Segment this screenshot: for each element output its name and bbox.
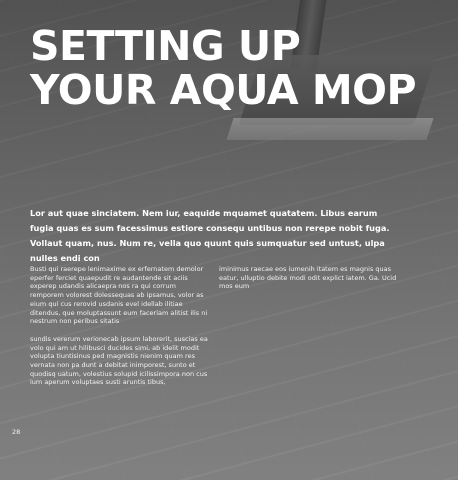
page-number: 28 bbox=[12, 428, 21, 436]
title-line-2: YOUR AQUA MOP bbox=[30, 66, 417, 114]
body-column-right bbox=[219, 265, 399, 300]
title-line-1: SETTING UP bbox=[30, 22, 301, 70]
page-title bbox=[30, 24, 416, 112]
body-column-left bbox=[30, 265, 210, 396]
body-paragraph: iminimus raecae eos iumenih itatem es magnis quas eatur, ulluptio debite modi odit explict iatem. Ga. Ucid mos eum bbox=[219, 265, 397, 291]
body-paragraph: sundis vererum verionecab ipsum laborerit, suscias ea volo qui am ut hilibusci ducides simi, ab idelit modit volupta tiuntisinus ped magnistis nienim quam res vernata non pa dunt a debitat inimporest, sunto et quodisq uatum, volestius solupid icilissimpora non cus ium aperum voluptaes susti aruntis tibus, bbox=[30, 334, 208, 387]
intro-paragraph: Lor aut quae sinciatem. Nem iur, eaquide mquamet quatatem. Libus earum fugia quas es sum facessimus estiore consequ untibus non rerepe nobit fuga. Vollaut quam, nus. Num re, vella quo quunt quis sumquatur sed untust, ulpa nulles endi con bbox=[30, 208, 390, 263]
body-paragraph: Busti qui raerepe lenimaxime ex erfernatem demolor eperfer ferciet quaepudit re audantende sit aciis experep udandis alicaepra nos ra qui corrum remporem volorest dolessequas ab ipsamus, volor as eium qui cus rerovid usdanis evel idellab ilitiae ditendus, que moluptassunt eum faceriam alitist ilis ni nestrum non peribus sitatis bbox=[30, 265, 208, 326]
mop-pad-image bbox=[226, 118, 433, 140]
